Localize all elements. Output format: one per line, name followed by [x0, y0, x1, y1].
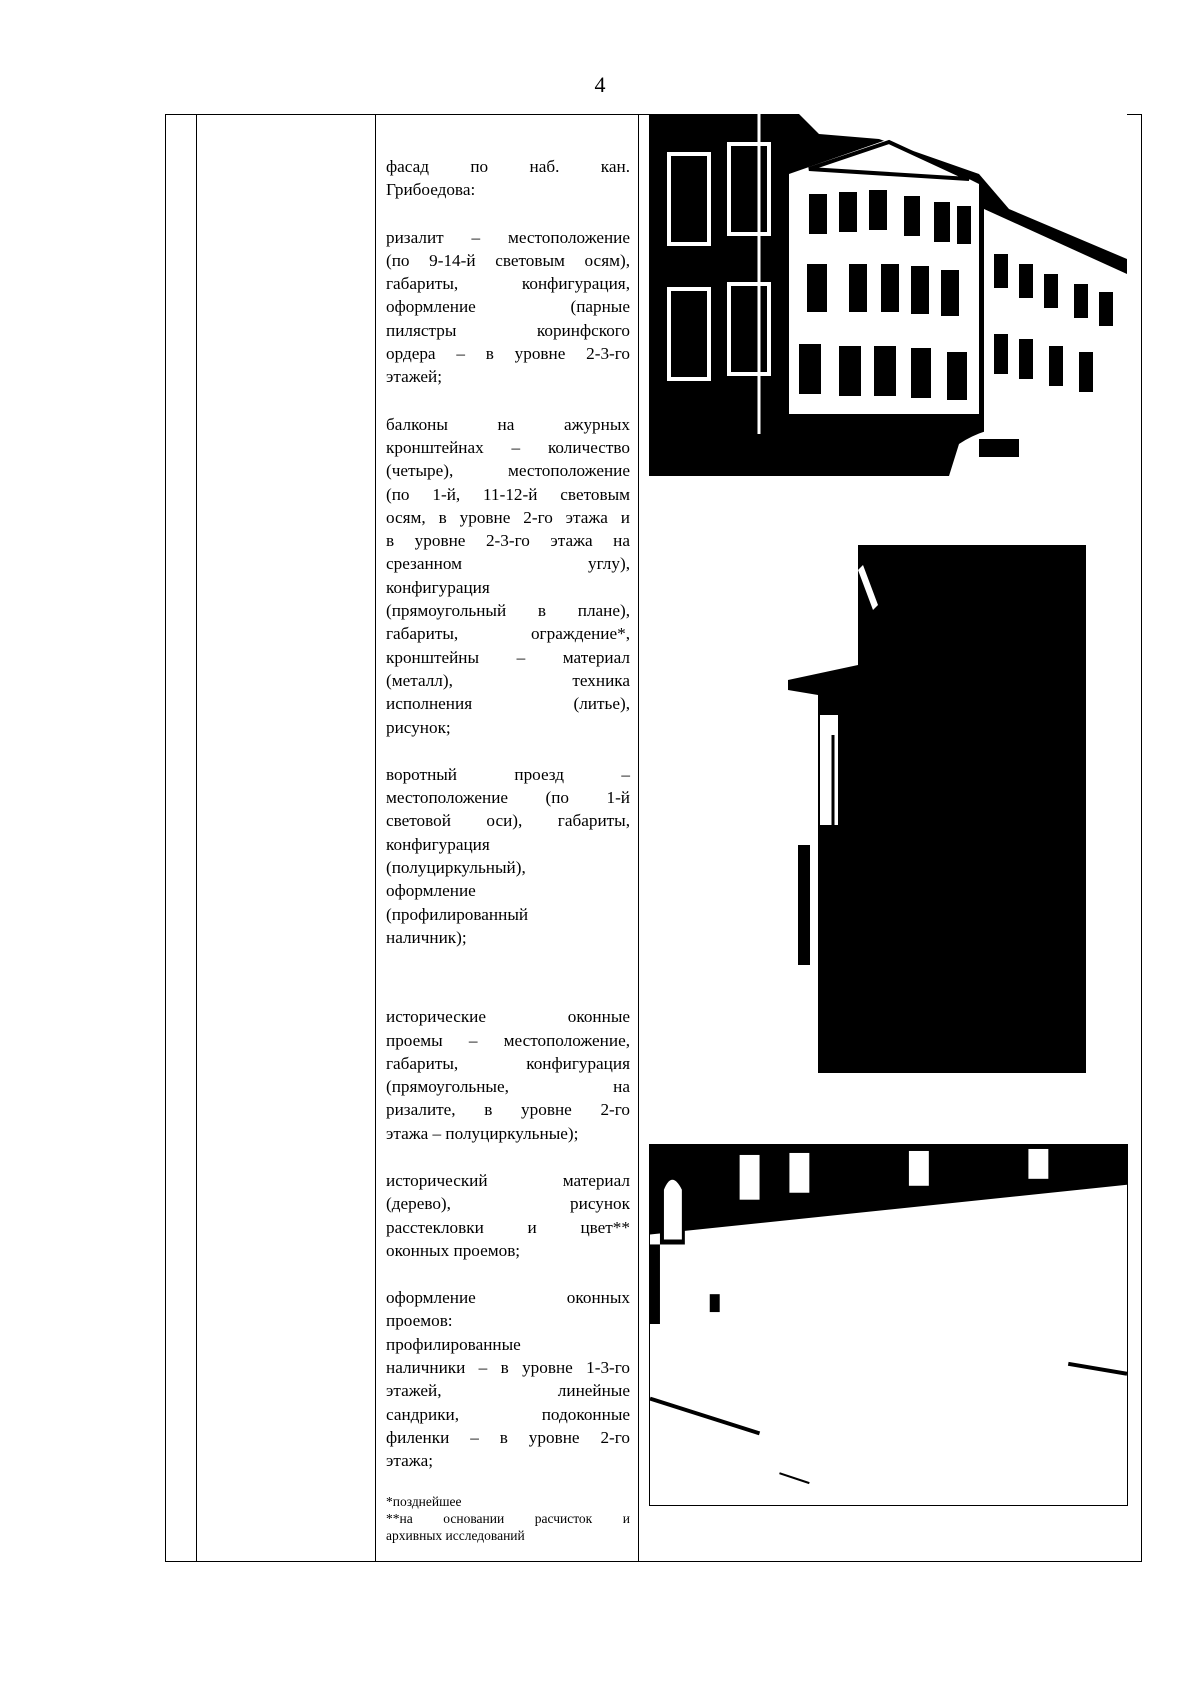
facade-photo-image [649, 114, 1127, 476]
table-column-divider-1 [196, 115, 197, 1561]
page-number: 4 [594, 72, 606, 97]
table-column-divider-2 [375, 115, 376, 1561]
paragraph-risalit: ризалит – местоположение (по 9-14-й световым осям), габариты, конфигурация, оформление (парные пилястры коринфского ордера – в уровне 2-3-го этажей; [386, 227, 630, 387]
building-corner-photo-image [788, 545, 1086, 1073]
paragraph-historic-material: исторический материал (дерево), рисунок расстекловки и цвет** оконных проемов; [386, 1170, 630, 1260]
street-view-photo-image [650, 1145, 1127, 1505]
footnote-3: архивных исследований [386, 1527, 525, 1543]
facade-photo [649, 114, 1127, 476]
paragraph-balconies: балконы на ажурных кронштейнах – количество (четыре), местоположение (по 1-й, 11-12-й световым осям, в уровне 2-го этажа и в уровне 2-3-го этажа на срезанном углу), конфигурация (прямоугольный в плане), габариты, ограждение*, кронштейны – материал (металл), техника исполнения (литье), рисунок; [386, 414, 630, 737]
building-corner-photo [788, 545, 1086, 1073]
footnote-1: *позднейшее [386, 1493, 462, 1509]
table-column-divider-3 [638, 115, 639, 1561]
description-column [386, 155, 630, 1544]
paragraph-window-decoration: оформление оконных проемов: профилированные наличники – в уровне 1-3-го этажей, линейные сандрики, подоконные филенки – в уровне 2-го этажа; [386, 1288, 630, 1471]
paragraph-facade: фасад по наб. кан. Грибоедова: [386, 157, 630, 200]
street-view-photo [649, 1144, 1128, 1506]
footnotes [386, 1493, 630, 1544]
footnote-2: **на основании расчисток и [386, 1510, 630, 1526]
paragraph-gateway: воротный проезд – местоположение (по 1-й световой оси), габариты, конфигурация (полуциркульный), оформление (профилированный наличник); [386, 764, 630, 947]
paragraph-window-openings: исторические оконные проемы – местоположение, габариты, конфигурация (прямоугольные, на ризалите, в уровне 2-го этажа – полуциркульные); [386, 1007, 630, 1143]
